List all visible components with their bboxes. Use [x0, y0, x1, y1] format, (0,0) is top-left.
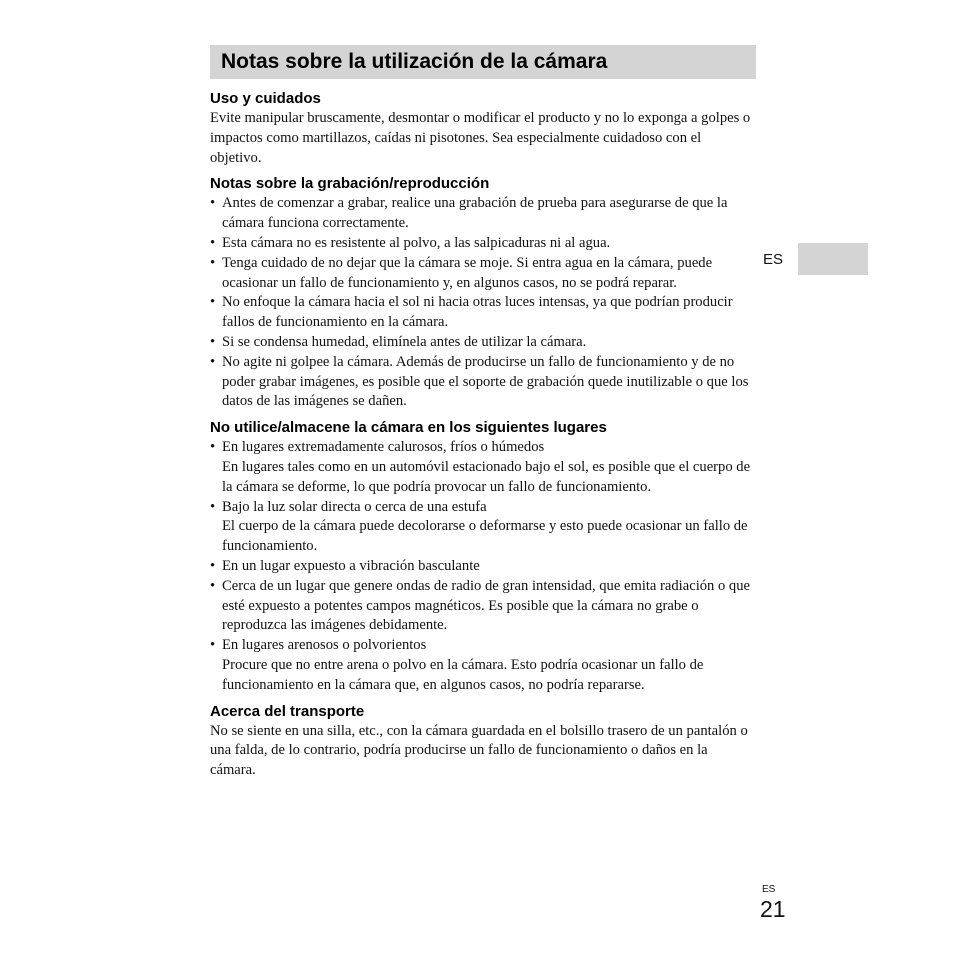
- page-number: 21: [760, 896, 786, 922]
- main-content: [210, 89, 756, 787]
- list-item: [210, 293, 756, 333]
- list-item-text: En un lugar expuesto a vibración basculante: [222, 557, 480, 574]
- list-item-text: Bajo la luz solar directa o cerca de una estufa: [222, 498, 487, 515]
- list-item-text: No enfoque la cámara hacia el sol ni hacia otras luces intensas, ya que podrían producir fallos de funcionamiento en la cámara.: [222, 294, 733, 331]
- list-item: [210, 194, 756, 234]
- list-item-text: No agite ni golpee la cámara. Además de producirse un fallo de funcionamiento y de no poder grabar imágenes, es posible que el soporte de grabación quede inutilizable o que los datos de las imágenes se dañen.: [222, 353, 749, 410]
- list-item-detail: En lugares tales como en un automóvil estacionado bajo el sol, es posible que el cuerpo de la cámara se deforme, lo que podría provocar un fallo de funcionamiento.: [222, 458, 751, 495]
- bullet-glyph: •: [210, 439, 216, 456]
- bullet-glyph: •: [210, 557, 216, 574]
- bullet-glyph: •: [210, 254, 216, 271]
- list-item-text: En lugares extremadamente calurosos, fríos o húmedos: [222, 439, 545, 456]
- bullet-glyph: •: [210, 353, 216, 370]
- language-tab-marker: [798, 243, 868, 275]
- list-item: [210, 254, 756, 294]
- section-heading: Notas sobre la grabación/reproducción: [210, 175, 490, 193]
- page-title: Notas sobre la utilización de la cámara: [210, 45, 756, 79]
- language-tab-label: ES: [763, 251, 784, 268]
- section-lugares: [210, 418, 756, 695]
- list-item: [210, 498, 756, 557]
- list-item: [210, 234, 756, 254]
- list-item-text: Cerca de un lugar que genere ondas de radio de gran intensidad, que emita radiación o que esté expuesto a potentes campos magnéticos. Es posible que la cámara no grabe o reproduzca las imágenes debidamente.: [222, 577, 751, 634]
- list-item: [210, 438, 756, 497]
- bullet-list: [210, 438, 756, 695]
- bullet-glyph: •: [210, 195, 216, 212]
- list-item: [210, 557, 756, 577]
- section-heading: No utilice/almacene la cámara en los siguientes lugares: [210, 419, 607, 437]
- bullet-glyph: •: [210, 498, 216, 515]
- section-grabacion: [210, 174, 756, 412]
- section-paragraph: Evite manipular bruscamente, desmontar o modificar el producto y no lo exponga a golpes o impactos como martillazos, caídas ni pisotones. Sea especialmente cuidadoso con el objetivo.: [210, 110, 751, 166]
- list-item-detail: Procure que no entre arena o polvo en la cámara. Esto podría ocasionar un fallo de funcionamiento en la cámara que, en algunos casos, no podría repararse.: [222, 656, 704, 693]
- bullet-glyph: •: [210, 577, 216, 594]
- list-item-detail: El cuerpo de la cámara puede decolorarse o deformarse y esto puede ocasionar un fallo de funcionamiento.: [222, 518, 748, 555]
- bullet-glyph: •: [210, 294, 216, 311]
- section-transporte: [210, 702, 756, 781]
- list-item: [210, 353, 756, 412]
- list-item: [210, 636, 756, 695]
- list-item-text: Esta cámara no es resistente al polvo, a las salpicaduras ni al agua.: [222, 234, 611, 251]
- bullet-list: [210, 194, 756, 412]
- list-item-text: Tenga cuidado de no dejar que la cámara se moje. Si entra agua en la cámara, puede ocasionar un fallo de funcionamiento y, en algunos casos, no se podrá reparar.: [222, 254, 713, 291]
- list-item: [210, 577, 756, 636]
- list-item-text: En lugares arenosos o polvorientos: [222, 637, 427, 654]
- section-paragraph: No se siente en una silla, etc., con la cámara guardada en el bolsillo trasero de un pantalón o una falda, de lo contrario, podría producirse un fallo de funcionamiento o daños en la cámara.: [210, 722, 748, 779]
- list-item: [210, 333, 756, 353]
- section-heading: Acerca del transporte: [210, 702, 365, 720]
- list-item-text: Antes de comenzar a grabar, realice una grabación de prueba para asegurarse de que la cámara funciona correctamente.: [222, 195, 728, 232]
- section-heading: Uso y cuidados: [210, 90, 321, 107]
- footer-language-code: ES: [762, 884, 776, 895]
- bullet-glyph: •: [210, 637, 216, 654]
- list-item-text: Si se condensa humedad, elimínela antes de utilizar la cámara.: [222, 333, 587, 350]
- bullet-glyph: •: [210, 234, 216, 251]
- bullet-glyph: •: [210, 333, 216, 350]
- section-uso-cuidados: [210, 89, 756, 168]
